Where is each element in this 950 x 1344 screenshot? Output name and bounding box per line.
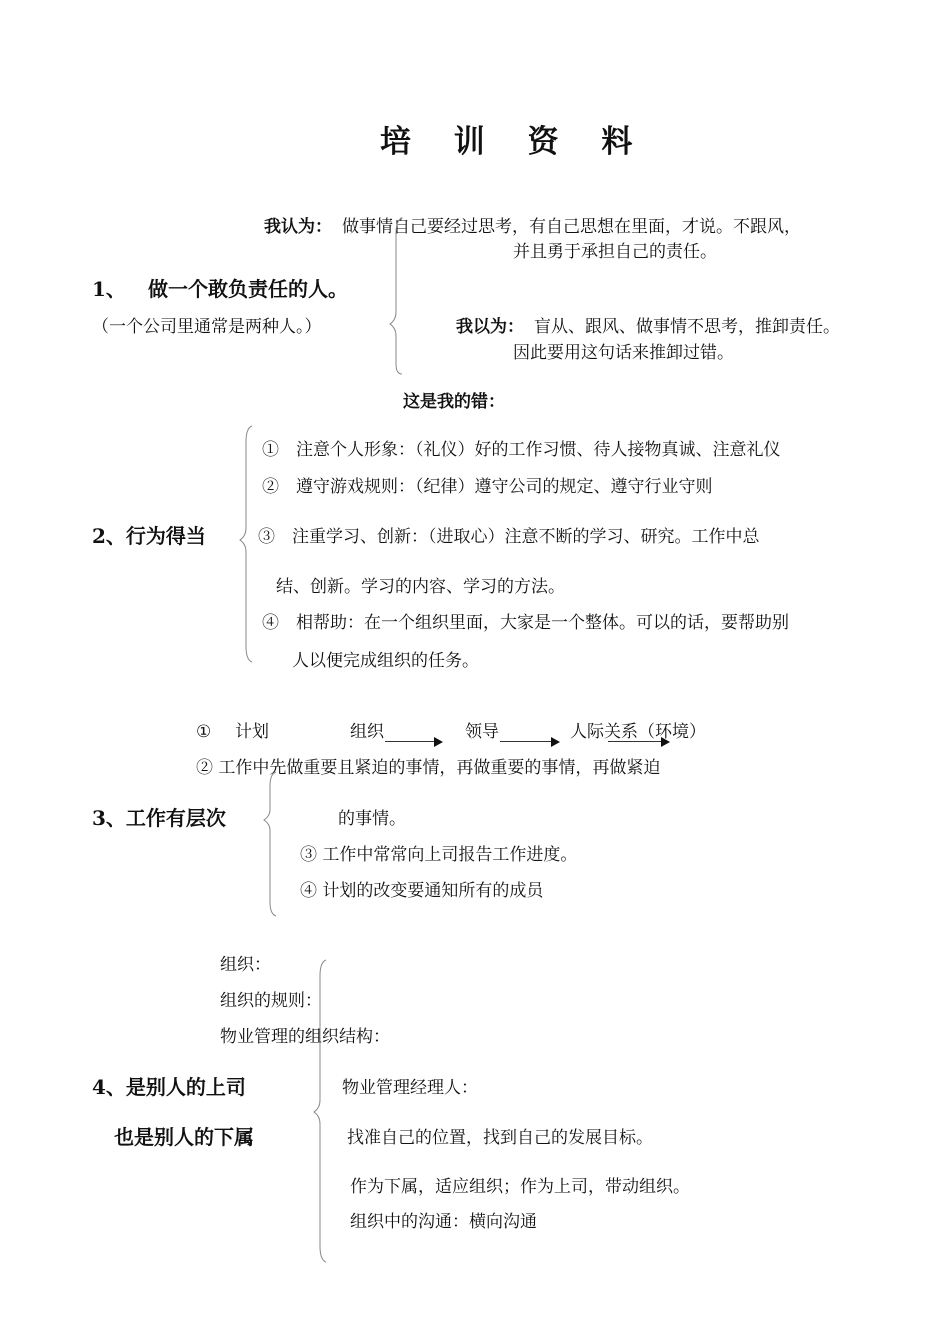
- view-a-text: 做事情自己要经过思考，有自己思想在里面，才说。不跟风，: [342, 217, 801, 237]
- section2-item-4: ④ 相帮助：在一个组织里面，大家是一个整体。可以的话，要帮助别: [262, 613, 789, 633]
- section2-brace: [238, 424, 258, 664]
- section2-item-3-cont: 结、创新。学习的内容、学习的方法。: [276, 577, 565, 597]
- mistake-statement: 这是我的错：: [403, 392, 505, 412]
- section4-heading-1: 4、是别人的上司: [92, 1075, 246, 1099]
- property-manager: 物业管理经理人：: [342, 1078, 478, 1098]
- section3-heading: 3、工作有层次: [92, 806, 226, 830]
- flow-arrow-1: [385, 736, 443, 748]
- view-b-text-2: 因此要用这句话来推卸过错。: [513, 343, 734, 363]
- flow-arrow-3: [608, 736, 670, 748]
- section4-heading-2: 也是别人的下属: [114, 1125, 254, 1149]
- find-position: 找准自己的位置，找到自己的发展目标。: [347, 1128, 653, 1148]
- section1-number: 1、: [92, 277, 126, 301]
- flow-arrow-2: [500, 736, 560, 748]
- section3-item-3: ③ 工作中常常向上司报告工作进度。: [300, 845, 578, 865]
- org-label: 组织：: [220, 955, 271, 975]
- flow-plan: 计划: [235, 722, 269, 742]
- org-rules: 组织的规则：: [220, 991, 322, 1011]
- flow-organize: 组织: [350, 722, 384, 742]
- view-b-text: 盲从、跟风、做事情不思考，推卸责任。: [534, 317, 840, 337]
- section1-heading: 做一个敢负责任的人。: [148, 277, 348, 301]
- section2-item-4-cont: 人以便完成组织的任务。: [292, 651, 479, 671]
- section2-item-2: ② 遵守游戏规则：（纪律）遵守公司的规定、遵守行业守则: [262, 477, 713, 497]
- org-communication: 组织中的沟通：横向沟通: [350, 1212, 537, 1232]
- page-title: 培 训 资 料: [380, 124, 649, 160]
- section3-item-2-cont: 的事情。: [338, 809, 406, 829]
- section1-brace: [388, 216, 408, 376]
- view-b-label: 我以为：: [456, 317, 524, 337]
- section2-item-1: ① 注意个人形象：（礼仪）好的工作习惯、待人接物真诚、注意礼仪: [262, 440, 781, 460]
- flow-lead: 领导: [465, 722, 499, 742]
- section2-heading: 2、行为得当: [92, 524, 206, 548]
- section1-note: （一个公司里通常是两种人。）: [92, 317, 322, 337]
- subordinate-superior: 作为下属，适应组织；作为上司，带动组织。: [350, 1177, 690, 1197]
- section3-item-2: ② 工作中先做重要且紧迫的事情，再做重要的事情，再做紧迫: [196, 758, 661, 778]
- section2-item-3: ③ 注重学习、创新：（进取心）注意不断的学习、研究。工作中总: [258, 527, 760, 547]
- flow-relations: 人际关系（环境）: [570, 722, 706, 742]
- view-a-label: 我认为：: [264, 217, 332, 237]
- section3-brace: [262, 770, 282, 918]
- section3-item-4: ④ 计划的改变要通知所有的成员: [300, 881, 544, 901]
- flow-number: ①: [196, 722, 212, 742]
- view-a-text-2: 并且勇于承担自己的责任。: [513, 242, 717, 262]
- org-structure: 物业管理的组织结构：: [220, 1027, 390, 1047]
